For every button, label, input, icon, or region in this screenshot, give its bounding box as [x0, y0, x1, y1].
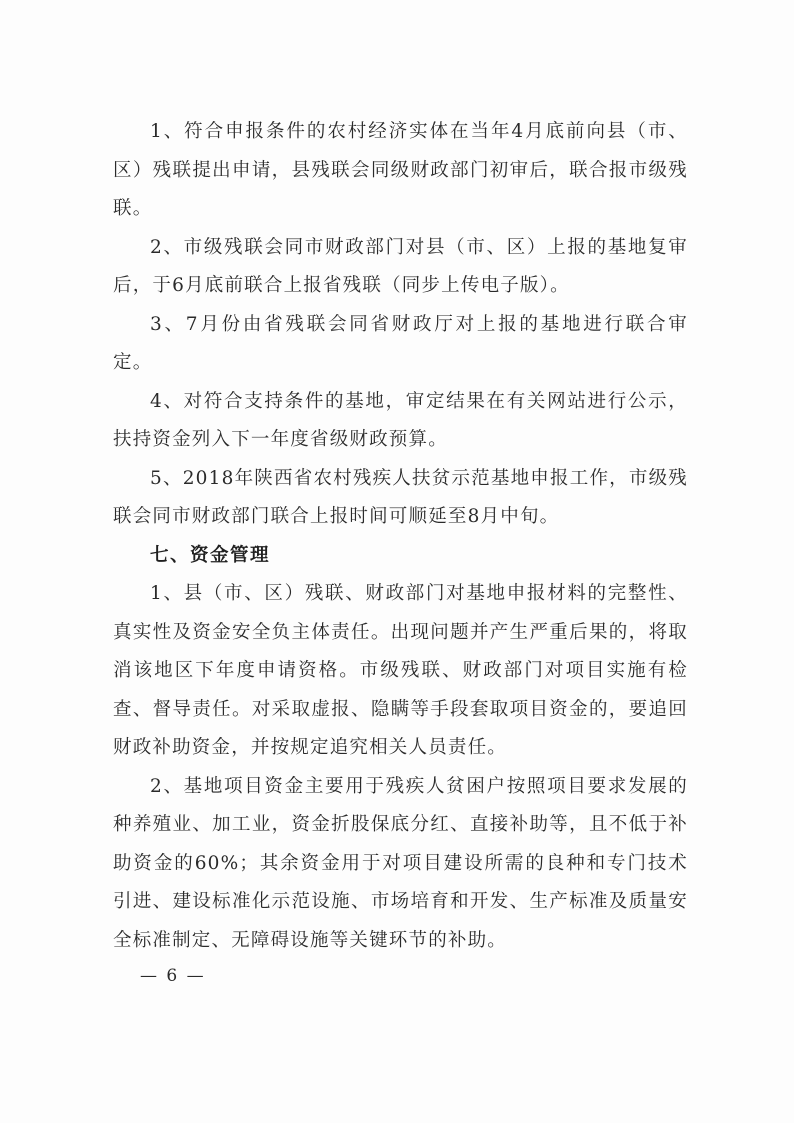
page-number: — 6 —	[140, 966, 206, 986]
paragraph-application-3: 3、7月份由省残联会同省财政厅对上报的基地进行联合审定。	[113, 313, 688, 373]
paragraph-application-4: 4、对符合支持条件的基地，审定结果在有关网站进行公示，扶持资金列入下一年度省级财政预算。	[113, 390, 688, 450]
document-body	[113, 113, 688, 960]
paragraph-fund-1: 1、县（市、区）残联、财政部门对基地申报材料的完整性、真实性及资金安全负主体责任。出现问题并产生严重后果的，将取消该地区下年度申请资格。市级残联、财政部门对项目实施有检查、督导责任。对采取虚报、隐瞒等手段套取项目资金的，要追回财政补助资金，并按规定追究相关人员责任。	[113, 583, 688, 758]
paragraph-application-1: 1、符合申报条件的农村经济实体在当年4月底前向县（市、区）残联提出申请，县残联会同级财政部门初审后，联合报市级残联。	[113, 121, 688, 219]
paragraph-application-2: 2、市级残联会同市财政部门对县（市、区）上报的基地复审后，于6月底前联合上报省残联（同步上传电子版）。	[113, 236, 688, 296]
section-heading-fund-management: 七、资金管理	[150, 544, 271, 566]
paragraph-fund-2: 2、基地项目资金主要用于残疾人贫困户按照项目要求发展的种养殖业、加工业，资金折股保底分红、直接补助等，且不低于补助资金的60%；其余资金用于对项目建设所需的良种和专门技术引进、建设标准化示范设施、市场培育和开发、生产标准及质量安全标准制定、无障碍设施等关键环节的补助。	[113, 775, 688, 951]
paragraph-application-5: 5、2018年陕西省农村残疾人扶贫示范基地申报工作，市级残联会同市财政部门联合上报时间可顺延至8月中旬。	[113, 467, 688, 527]
